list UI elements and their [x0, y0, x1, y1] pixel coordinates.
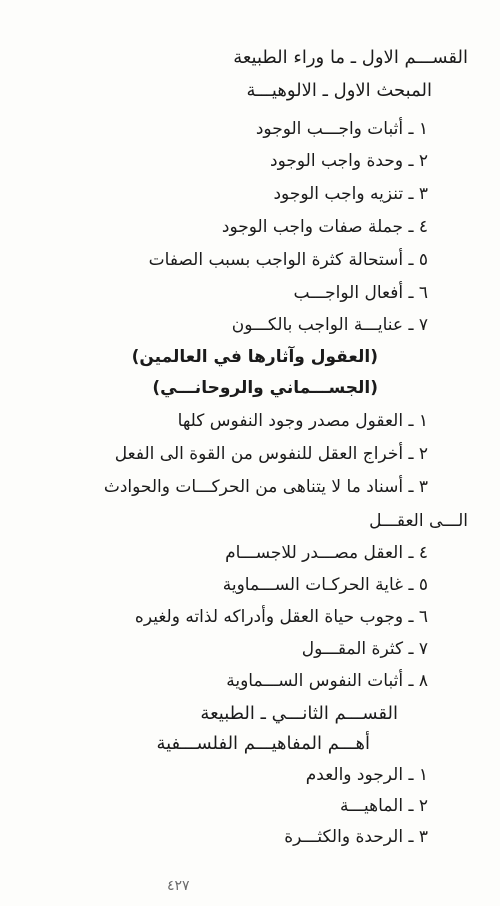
continuation-line: الـــى العقـــل — [369, 511, 468, 531]
list-item: ٥ ـ غاية الحركـات الســـماوية — [222, 575, 428, 595]
list-item: ٣ ـ أسناد ما لا يتناهى من الحركـــات والحوادث — [103, 477, 428, 497]
subheading: (الجســـماني والروحانـــي) — [152, 378, 378, 398]
section-title: القســـم الاول ـ ما وراء الطبيعة — [233, 47, 468, 68]
list-item: ٢ ـ وحدة واجب الوجود — [270, 151, 428, 171]
list-item: ٦ ـ أفعال الواجـــب — [293, 283, 428, 303]
list-item: ٧ ـ كثرة المقـــول — [301, 639, 428, 659]
list-item: ٦ ـ وجوب حياة العقل وأدراكه لذاته ولغيره — [134, 607, 428, 627]
list-item: ٥ ـ أستحالة كثرة الواجب بسبب الصفات — [148, 250, 428, 270]
list-item: ٤ ـ العقل مصـــدر للاجســـام — [225, 543, 428, 563]
list-item: ٤ ـ جملة صفات واجب الوجود — [221, 217, 428, 237]
list-item: ٣ ـ الرحدة والكثـــرة — [284, 827, 428, 847]
list-item: ١ ـ أثبات واجـــب الوجود — [255, 119, 428, 139]
list-item: ٧ ـ عنايـــة الواجب بالكـــون — [231, 315, 428, 335]
section-subtitle: أهـــم المفاهيـــم الفلســـفية — [156, 733, 370, 754]
section-title: القســـم الثانـــي ـ الطبيعة — [200, 703, 398, 724]
chapter-title: المبحث الاول ـ الالوهيـــة — [246, 80, 432, 101]
list-item: ٣ ـ تنزيه واجب الوجود — [273, 184, 428, 204]
list-item: ٢ ـ الماهيـــة — [340, 796, 428, 816]
page-number: ٤٢٧ — [167, 878, 190, 894]
subheading: (العقول وآثارها في العالمين) — [131, 347, 378, 367]
list-item: ٢ ـ أخراج العقل للنفوس من القوة الى الفعل — [114, 444, 428, 464]
list-item: ١ ـ الرجود والعدم — [305, 765, 428, 785]
list-item: ١ ـ العقول مصدر وجود النفوس كلها — [177, 411, 428, 431]
list-item: ٨ ـ أثبات النفوس الســـماوية — [226, 671, 428, 691]
